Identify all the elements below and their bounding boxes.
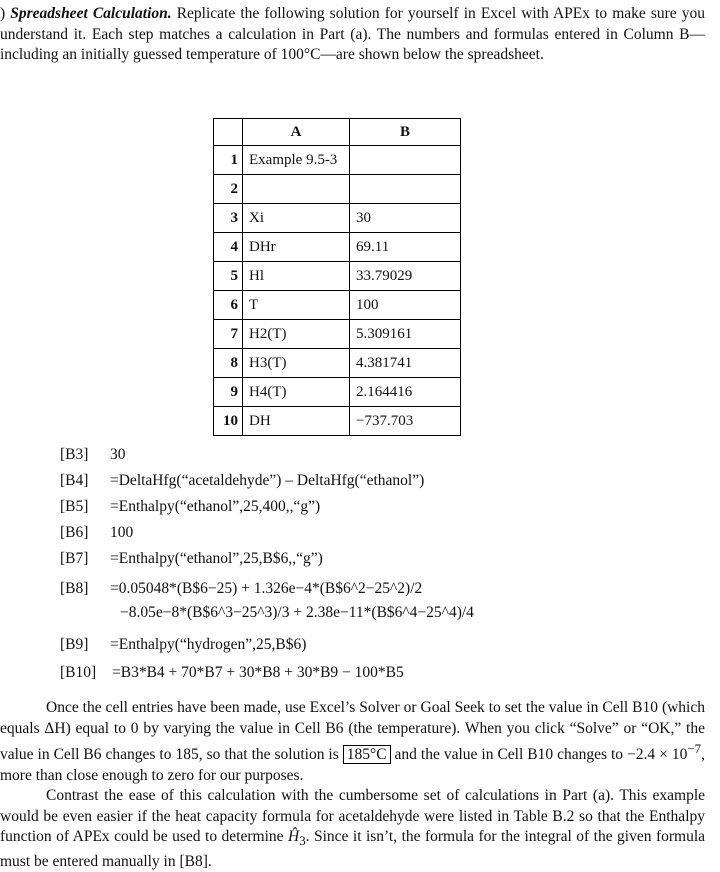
cell-a: H4(T) bbox=[243, 378, 350, 407]
cell-b: 33.79029 bbox=[350, 262, 461, 291]
cell-b: 2.164416 bbox=[350, 378, 461, 407]
column-header-b: B bbox=[350, 119, 461, 146]
formula-expr: =0.05048*(B$6−25) + 1.326e−4*(B$6^2−25^2)/2 bbox=[110, 580, 423, 597]
formula-line bbox=[60, 636, 306, 654]
spreadsheet-row bbox=[214, 291, 461, 320]
enthalpy-symbol: Ĥ bbox=[287, 828, 300, 846]
cell-a: Example 9.5-3 bbox=[243, 146, 350, 175]
cell-b: 5.309161 bbox=[350, 320, 461, 349]
row-number: 1 bbox=[214, 146, 243, 175]
enthalpy-subscript: 3 bbox=[299, 833, 306, 849]
cell-a: H3(T) bbox=[243, 349, 350, 378]
part-marker: ) bbox=[0, 5, 6, 22]
cell-a: DHr bbox=[243, 233, 350, 262]
formula-line bbox=[60, 446, 126, 464]
cell-ref: [B9] bbox=[60, 636, 89, 653]
formula-line bbox=[60, 472, 424, 490]
cell-ref: [B10] bbox=[60, 664, 97, 681]
corner-cell bbox=[214, 119, 243, 146]
cell-b bbox=[350, 175, 461, 204]
row-number: 9 bbox=[214, 378, 243, 407]
paragraph-text: and the value in Cell B10 changes to −2.4 × 10 bbox=[390, 746, 688, 764]
column-header-a: A bbox=[243, 119, 350, 146]
solver-paragraph bbox=[0, 698, 705, 786]
formula-expr: =DeltaHfg(“acetaldehyde”) – DeltaHfg(“ethanol”) bbox=[110, 472, 425, 489]
cell-b bbox=[350, 146, 461, 175]
intro-text: Replicate the following solution for yourself in Excel with APEx to make sure you understand it. Each step matches a calculation in Part (a). The numbers and formulas entered in Column B—including an initially guessed temperature of 100°C—are shown below the spreadsheet. bbox=[0, 5, 706, 63]
formula-expr: =B3*B4 + 70*B7 + 30*B8 + 30*B9 − 100*B5 bbox=[112, 664, 404, 681]
cell-a: Hl bbox=[243, 262, 350, 291]
section-label: Spreadsheet Calculation. bbox=[10, 5, 172, 22]
spreadsheet-row bbox=[214, 349, 461, 378]
formula-line bbox=[60, 664, 404, 682]
cell-b: 30 bbox=[350, 204, 461, 233]
cell-ref: [B6] bbox=[60, 524, 89, 541]
formula-line bbox=[60, 550, 323, 568]
spreadsheet-row bbox=[214, 204, 461, 233]
formula-expr: =Enthalpy(“ethanol”,25,400,,“g”) bbox=[110, 498, 321, 515]
cell-ref: [B5] bbox=[60, 498, 89, 515]
cell-b: 4.381741 bbox=[350, 349, 461, 378]
cell-ref: [B8] bbox=[60, 580, 89, 597]
contrast-paragraph bbox=[0, 786, 705, 872]
formula-line bbox=[60, 498, 320, 516]
spreadsheet-row bbox=[214, 320, 461, 349]
cell-b: −737.703 bbox=[350, 407, 461, 436]
formula-line bbox=[60, 580, 422, 598]
spreadsheet-row bbox=[214, 378, 461, 407]
paragraph-text: . Since it isn’t, the formula for the integral of the given formula must be entered manually in [B8]. bbox=[0, 828, 706, 870]
header-row bbox=[214, 119, 461, 146]
body-text bbox=[0, 698, 705, 872]
cell-a: T bbox=[243, 291, 350, 320]
cell-ref: [B4] bbox=[60, 472, 89, 489]
formula-expr: =Enthalpy(“hydrogen”,25,B$6) bbox=[110, 636, 307, 653]
paragraph-text: Contrast the ease of this calculation with the cumbersome set of calculations in Part (a). This example would be even easier if the heat capacity formula for acetaldehyde were listed in Table B.2 so that the Enthalpy function of APEx could be used to determine bbox=[0, 787, 705, 846]
exponent: −7 bbox=[687, 741, 702, 756]
spreadsheet-table bbox=[213, 118, 461, 436]
cell-a: DH bbox=[243, 407, 350, 436]
paragraph-text: Once the cell entries have been made, use Excel’s Solver or Goal Seek to set the value in Cell B10 (which equals ΔH) equal to 0 by varying the value in Cell B6 (the temperature). When you click “Solve” or “OK,” the value in Cell B6 changes to 185, so that the solution is bbox=[0, 699, 705, 764]
row-number: 5 bbox=[214, 262, 243, 291]
row-number: 4 bbox=[214, 233, 243, 262]
intro-paragraph bbox=[0, 4, 705, 66]
formula-line bbox=[60, 524, 133, 542]
paragraph-text: , more than close enough to zero for our purposes. bbox=[0, 746, 705, 784]
cell-b: 69.11 bbox=[350, 233, 461, 262]
cell-a: Xi bbox=[243, 204, 350, 233]
formula-expr: −8.05e−8*(B$6^3−25^3)/3 + 2.38e−11*(B$6^4−25^4)/4 bbox=[120, 604, 474, 621]
row-number: 3 bbox=[214, 204, 243, 233]
boxed-answer: 185°C bbox=[343, 745, 391, 764]
row-number: 6 bbox=[214, 291, 243, 320]
cell-ref: [B7] bbox=[60, 550, 89, 567]
row-number: 8 bbox=[214, 349, 243, 378]
row-number: 7 bbox=[214, 320, 243, 349]
row-number: 2 bbox=[214, 175, 243, 204]
spreadsheet-row bbox=[214, 233, 461, 262]
formula-expr: 30 bbox=[110, 446, 126, 463]
cell-a: H2(T) bbox=[243, 320, 350, 349]
spreadsheet-row bbox=[214, 175, 461, 204]
formula-expr: =Enthalpy(“ethanol”,25,B$6,,“g”) bbox=[110, 550, 323, 567]
cell-b: 100 bbox=[350, 291, 461, 320]
cell-a bbox=[243, 175, 350, 204]
row-number: 10 bbox=[214, 407, 243, 436]
spreadsheet-row bbox=[214, 407, 461, 436]
spreadsheet-row bbox=[214, 262, 461, 291]
formula-continuation bbox=[120, 604, 474, 622]
formula-expr: 100 bbox=[110, 524, 134, 541]
cell-ref: [B3] bbox=[60, 446, 89, 463]
spreadsheet-row bbox=[214, 146, 461, 175]
